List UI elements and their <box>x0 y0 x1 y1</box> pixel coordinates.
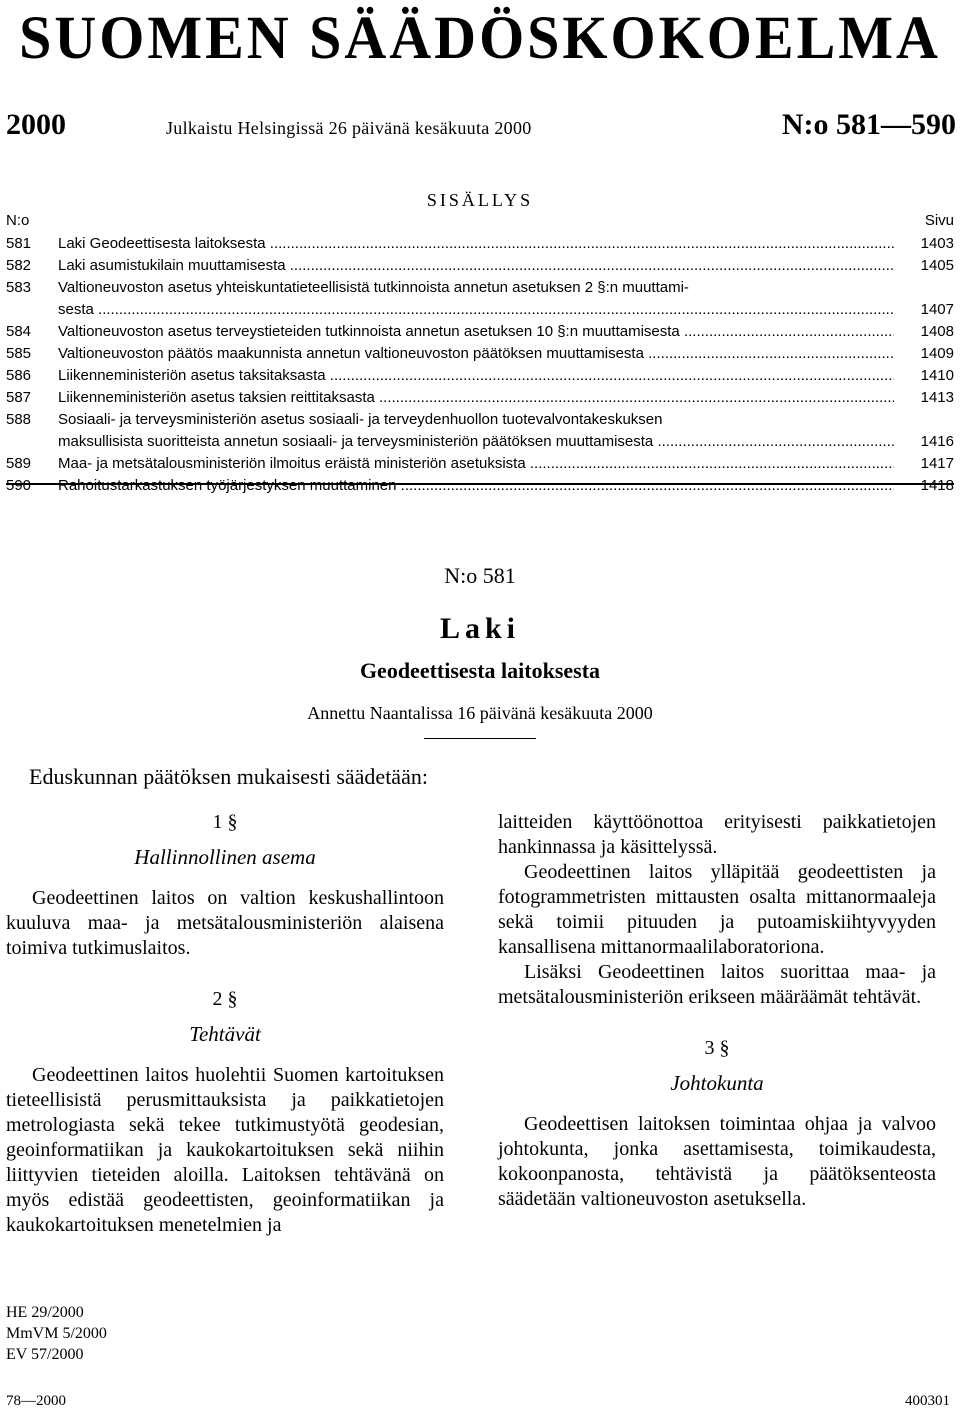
section-2-paragraph-1-continued: laitteiden käyttöönottoa erityisesti paikkatietojen hankinnassa ja käsittelyssä. <box>498 811 936 858</box>
toc-entry-title-continued: sesta ..... <box>58 300 894 320</box>
statute-type: Laki <box>439 612 521 645</box>
toc-column-headers <box>6 212 954 232</box>
toc-entry-number: 586 <box>6 367 32 384</box>
toc-entry-title: Laki Geodeettisesta laitoksesta ..... <box>58 234 894 254</box>
toc-entry-title: Maa- ja metsätalousministeriön ilmoitus eräistä ministeriön asetuksista ..... <box>58 454 894 474</box>
section-3-heading: Johtokunta <box>670 1071 764 1095</box>
toc-entry-page: 1410 <box>920 367 954 384</box>
footer-code: 400301 <box>905 1393 950 1409</box>
toc-entry-title: Valtioneuvoston päätös maakunnista annetun valtioneuvoston päätöksen muuttamisesta ..... <box>58 344 894 364</box>
publication-line <box>6 108 956 148</box>
footer-issue-number: 78—2000 <box>6 1393 66 1409</box>
toc-entry[interactable] <box>6 388 954 408</box>
section-3-number: 3 § <box>704 1037 730 1059</box>
toc-entry-page: 1418 <box>920 477 954 494</box>
toc-entry-page: 1407 <box>920 301 954 318</box>
toc-entry[interactable] <box>6 256 954 276</box>
statute-number: N:o 581 <box>444 563 516 588</box>
toc-entry-title: Liikenneministeriön asetus taksien reittitaksasta ..... <box>58 388 894 408</box>
masthead-title: SUOMEN SÄÄDÖSKOKOELMA <box>19 3 941 72</box>
toc-entry-page: 1416 <box>920 433 954 450</box>
toc-entry-number: 581 <box>6 235 32 252</box>
reference-committee-report: MmVM 5/2000 <box>6 1325 107 1342</box>
heading-divider <box>424 738 536 739</box>
toc-entry-title: Liikenneministeriön asetus taksitaksasta ..... <box>58 366 894 386</box>
section-1-heading: Hallinnollinen asema <box>134 845 316 869</box>
toc-heading: SISÄLLYS <box>426 190 534 210</box>
section-2-heading: Tehtävät <box>189 1022 261 1046</box>
section-2-paragraph-3: Lisäksi Geodeettinen laitos suorittaa maa- ja metsätalousministeriön erikseen määräämät tehtävät. <box>498 961 936 1008</box>
toc-entry-number: 589 <box>6 455 32 472</box>
toc-entry-page: 1413 <box>920 389 954 406</box>
toc-entry-page: 1408 <box>920 323 954 340</box>
section-2-paragraph-2: Geodeettinen laitos ylläpitää geodeettisten ja fotogrammetristen mittausten osalta mittanormaaleja sekä toimii pituuden ja putoamiskiihtyvyyden kansallisena mittanormaalilaboratoriona. <box>498 861 936 958</box>
toc-entry-number: 583 <box>6 279 32 296</box>
publication-year: 2000 <box>6 108 66 141</box>
toc-entry[interactable] <box>6 410 954 430</box>
section-1-number: 1 § <box>212 811 238 833</box>
reference-government-proposal: HE 29/2000 <box>6 1304 84 1321</box>
toc-entry[interactable] <box>6 344 954 364</box>
publication-date: Julkaistu Helsingissä 26 päivänä kesäkuuta 2000 <box>166 118 532 138</box>
toc-entry-continued[interactable] <box>6 432 954 452</box>
section-1-text: Geodeettinen laitos on valtion keskushallintoon kuuluva maa- ja metsätalousministeriön alaisena toimiva tutkimuslaitos. <box>6 887 444 959</box>
left-column <box>6 810 444 1238</box>
statute-title: Geodeettisesta laitoksesta <box>359 658 601 683</box>
toc-entry-number: 588 <box>6 411 32 428</box>
toc-entry[interactable] <box>6 322 954 342</box>
toc-entry-page: 1409 <box>920 345 954 362</box>
toc-entry-number: 587 <box>6 389 32 406</box>
statute-range: N:o 581—590 <box>781 108 956 141</box>
toc-entry-number: 585 <box>6 345 32 362</box>
statute-given-date: Annettu Naantalissa 16 päivänä kesäkuuta 2000 <box>307 703 653 723</box>
toc-entry-title: Sosiaali- ja terveysministeriön asetus sosiaali- ja terveydenhuollon tuotevalvontakeskuksen <box>58 411 663 428</box>
toc-entry-page: 1405 <box>920 257 954 274</box>
toc-entry-number: 590 <box>6 477 32 494</box>
preamble: Eduskunnan päätöksen mukaisesti säädetään: <box>29 764 428 789</box>
toc-entry-title: Valtioneuvoston asetus yhteiskuntatieteellisistä tutkinnoista annetun asetuksen 2 §:n muuttami- <box>58 279 689 296</box>
toc-entry[interactable] <box>6 278 954 298</box>
reference-parliament-reply: EV 57/2000 <box>6 1346 84 1363</box>
toc-entry-title: Laki asumistukilain muuttamisesta ..... <box>58 256 894 276</box>
toc-col-page: Sivu <box>924 212 954 229</box>
toc-entry-number: 582 <box>6 257 32 274</box>
toc-entry-title: Valtioneuvoston asetus terveystieteiden tutkinnoista annetun asetuksen 10 §:n muuttamisesta ..... <box>58 322 894 342</box>
toc-entry-title-continued: maksullisista suoritteista annetun sosiaali- ja terveysministeriön päätöksen muuttamisesta ..... <box>58 432 894 452</box>
toc-entry-number: 584 <box>6 323 32 340</box>
toc-entry-title: Rahoitustarkastuksen työjärjestyksen muuttaminen ..... <box>58 476 894 496</box>
toc-entry[interactable] <box>6 234 954 254</box>
toc-entry[interactable] <box>6 454 954 474</box>
toc-entry-page: 1417 <box>920 455 954 472</box>
toc-entry-continued[interactable] <box>6 300 954 320</box>
toc-divider <box>6 483 954 485</box>
right-column <box>498 810 936 1212</box>
toc-col-number: N:o <box>6 212 30 229</box>
toc-entry[interactable] <box>6 366 954 386</box>
section-3-text: Geodeettisen laitoksen toimintaa ohjaa ja valvoo johtokunta, jonka asettamisesta, toimikaudesta, kokoonpanosta, tehtävistä ja päätöksenteosta säädetään valtioneuvoston asetuksella. <box>498 1113 936 1210</box>
section-2-number: 2 § <box>212 988 238 1010</box>
legislative-references <box>6 1302 107 1365</box>
section-2-paragraph-1: Geodeettinen laitos huolehtii Suomen kartoituksen tieteellisistä perusmittauksista ja paikkatietojen metrologiasta sekä tekee tutkimustyötä geodesian, geoinformatiikan ja kaukokartoituksen sekä niihin liittyvien tieteiden aloilla. Laitoksen tehtävänä on myös edistää geodeettisten, geoinformatiikan ja kaukokartoituksen menetelmien ja <box>6 1064 444 1236</box>
toc-entry[interactable] <box>6 476 954 496</box>
toc-entry-page: 1403 <box>920 235 954 252</box>
